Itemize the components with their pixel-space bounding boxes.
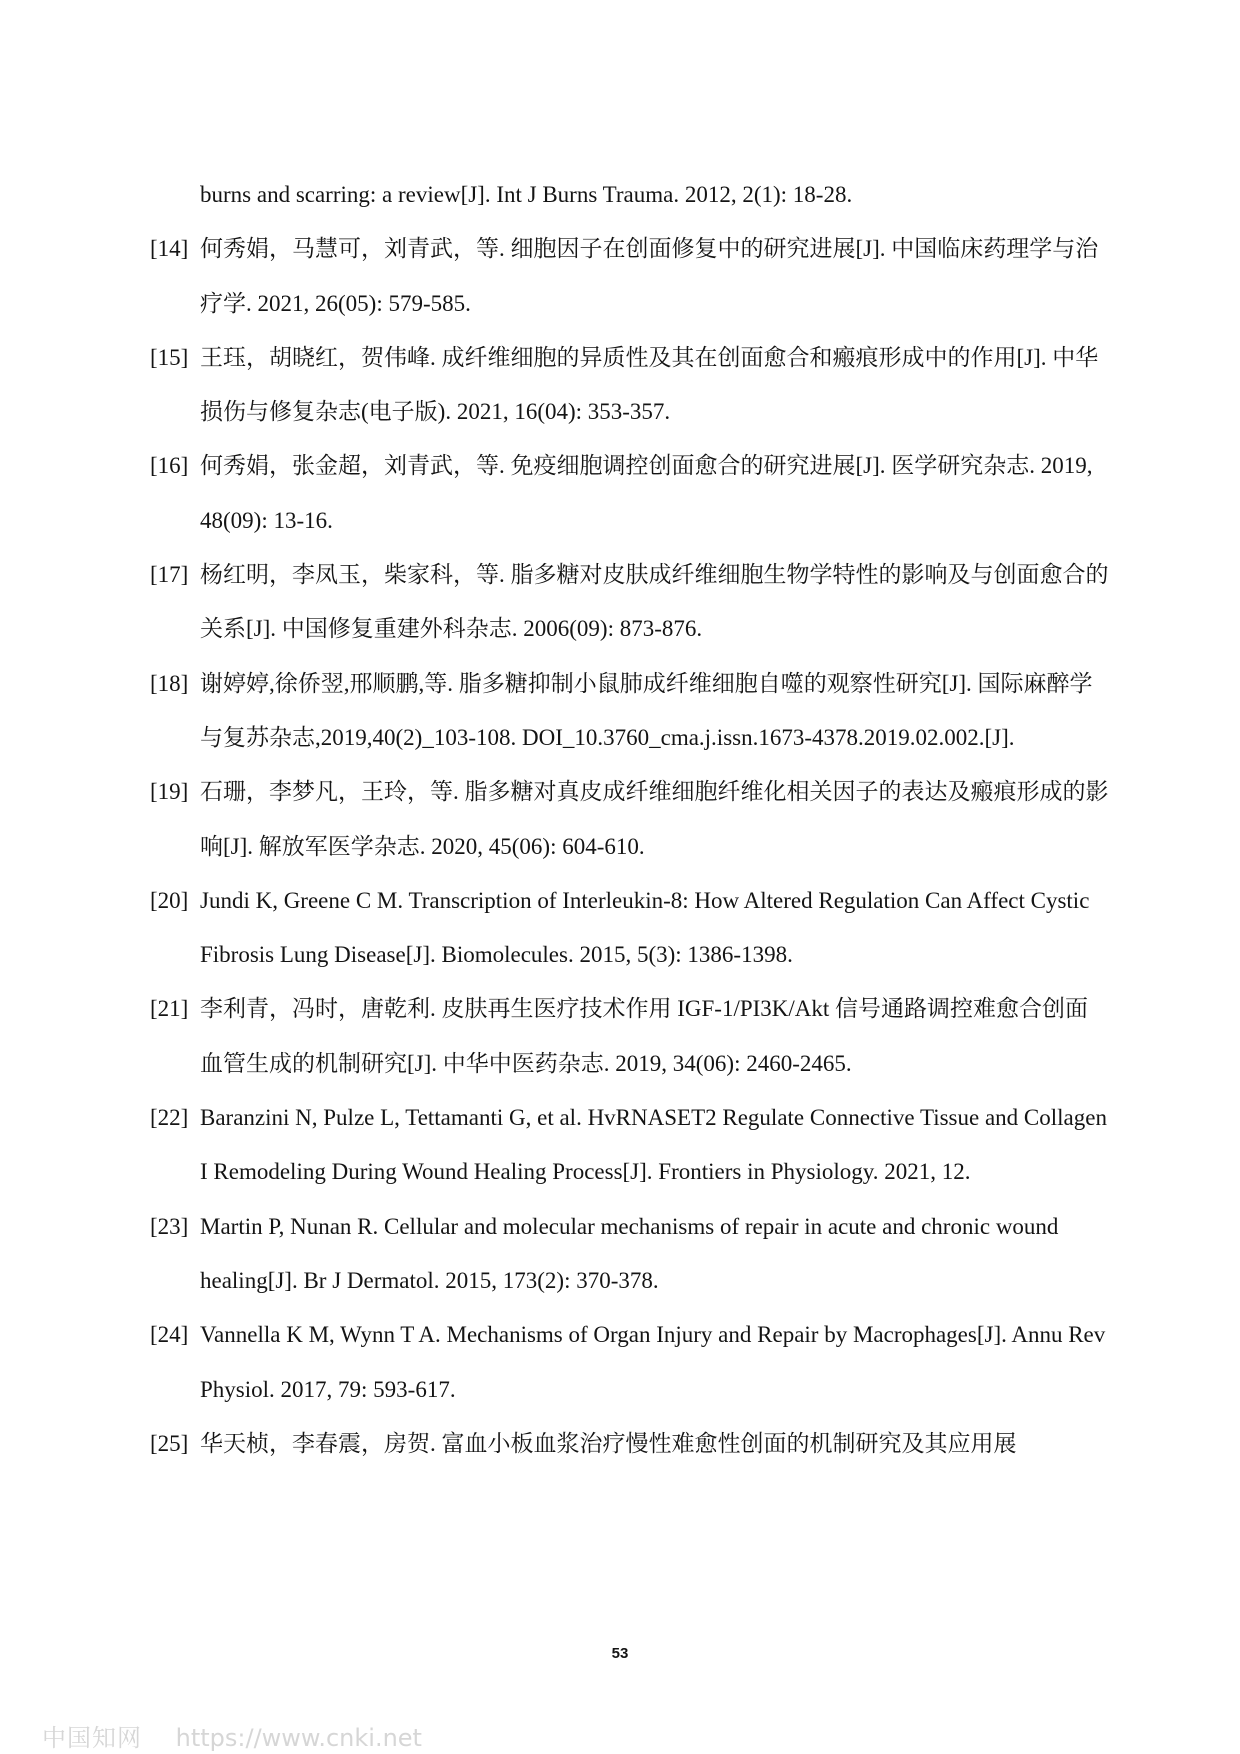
reference-item [150,439,1110,548]
reference-text: 李利青，冯时，唐乾利. 皮肤再生医疗技术作用 IGF-1/PI3K/Akt 信号通路调控难愈合创面血管生成的机制研究[J]. 中华中医药杂志. 2019, 34(06): 2460-2465. [200,996,1089,1076]
reference-number: [17] [150,562,189,588]
reference-text: 王珏，胡晓红，贺伟峰. 成纤维细胞的异质性及其在创面愈合和瘢痕形成中的作用[J]. 中华损伤与修复杂志(电子版). 2021, 16(04): 353-357. [200,344,1099,425]
reference-text: Martin P, Nunan R. Cellular and molecular mechanisms of repair in acute and chronic wound healing[J]. Br J Dermatol. 2015, 173(2): 370-378. [200,1213,1059,1293]
page-number: 53 [611,1645,629,1662]
reference-text: 谢婷婷,徐侨翌,邢顺鹏,等. 脂多糖抑制小鼠肺成纤维细胞自噬的观察性研究[J]. 国际麻醉学与复苏杂志,2019,40(2)_103-108. DOI_10.3760_cma.j.issn.1673-4378.2019.02.002.[J]. [200,670,1093,750]
reference-number: [15] [150,344,189,370]
reference-list [150,168,1110,1471]
reference-number: [22] [150,1105,189,1131]
reference-text: Jundi K, Greene C M. Transcription of Interleukin-8: How Altered Regulation Can Affect Cystic Fibrosis Lung Disease[J]. Biomolecules. 2015, 5(3): 1386-1398. [200,887,1090,968]
reference-text: 何秀娟，马慧可，刘青武，等. 细胞因子在创面修复中的研究进展[J]. 中国临床药理学与治疗学. 2021, 26(05): 579-585. [200,236,1099,316]
reference-item [150,874,1110,983]
reference-text: Baranzini N, Pulze L, Tettamanti G, et al. HvRNASET2 Regulate Connective Tissue and Collagen I Remodeling During Wound Healing Process[J]. Frontiers in Physiology. 2021, 12. [200,1105,1107,1185]
reference-number: [16] [150,453,189,479]
reference-number: [23] [150,1213,189,1239]
reference-item [150,331,1110,440]
reference-item [150,765,1110,874]
reference-number: [18] [150,670,189,696]
reference-item [150,1200,1110,1309]
reference-number: [19] [150,779,189,805]
reference-number: [25] [150,1430,189,1456]
reference-item [150,1091,1110,1200]
reference-text: 石珊，李梦凡，王玲，等. 脂多糖对真皮成纤维细胞纤维化相关因子的表达及瘢痕形成的影响[J]. 解放军医学杂志. 2020, 45(06): 604-610. [200,779,1109,859]
reference-item [150,982,1110,1091]
cnki-watermark [42,1718,422,1753]
reference-item [150,1417,1110,1471]
reference-item [150,548,1110,657]
reference-text: Vannella K M, Wynn T A. Mechanisms of Organ Injury and Repair by Macrophages[J]. Annu Rev Physiol. 2017, 79: 593-617. [200,1322,1106,1402]
reference-number: [24] [150,1322,189,1348]
reference-item [150,1308,1110,1417]
watermark-site-name: 中国知网 [42,1724,142,1752]
reference-number: [14] [150,236,189,262]
reference-item [150,222,1110,331]
reference-item [150,657,1110,766]
reference-text: 何秀娟，张金超，刘青武，等. 免疫细胞调控创面愈合的研究进展[J]. 医学研究杂志. 2019, 48(09): 13-16. [200,453,1093,533]
reference-text: 杨红明，李凤玉，柴家科，等. 脂多糖对皮肤成纤维细胞生物学特性的影响及与创面愈合的关系[J]. 中国修复重建外科杂志. 2006(09): 873-876. [200,562,1109,642]
reference-number: [21] [150,996,189,1022]
watermark-url: https://www.cnki.net [175,1724,422,1752]
reference-continuation: burns and scarring: a review[J]. Int J Burns Trauma. 2012, 2(1): 18-28. [200,182,853,207]
reference-text: 华天桢，李春震，房贺. 富血小板血浆治疗慢性难愈性创面的机制研究及其应用展 [200,1430,1017,1456]
reference-number: [20] [150,887,189,913]
